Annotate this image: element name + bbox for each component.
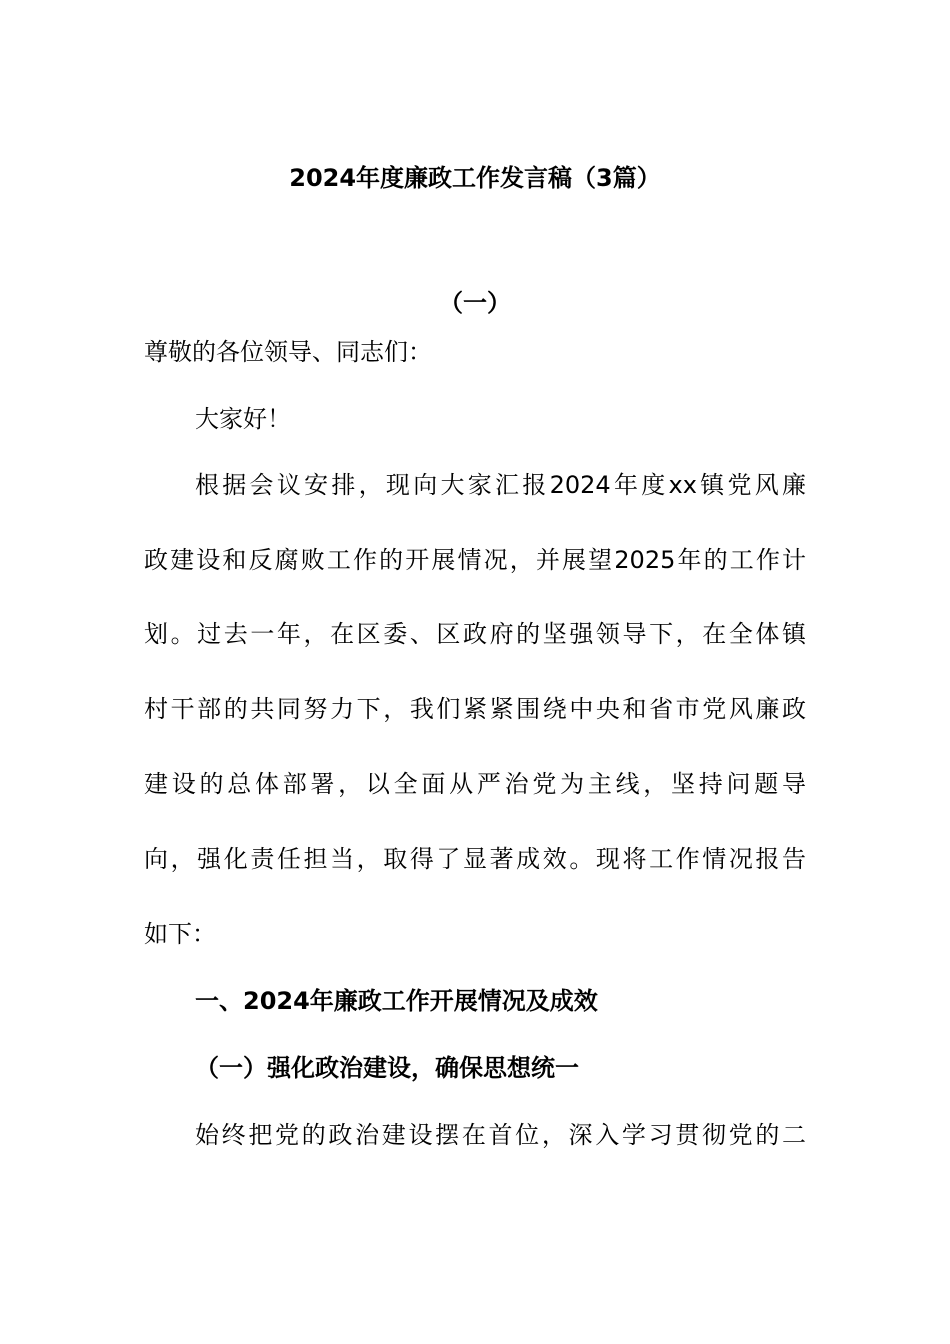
paragraph-line: 政建设和反腐败工作的开展情况，并展望2025年的工作计	[144, 546, 806, 574]
greeting: 大家好！	[195, 405, 291, 433]
subsection-heading: （一）强化政治建设，确保思想统一	[195, 1054, 579, 1082]
document-title: 2024年度廉政工作发言稿（3篇）	[289, 164, 661, 192]
paragraph-line: 建设的总体部署，以全面从严治党为主线，坚持问题导	[144, 770, 806, 798]
paragraph-line: 始终把党的政治建设摆在首位，深入学习贯彻党的二	[195, 1121, 806, 1149]
paragraph-line: 根据会议安排，现向大家汇报2024年度xx镇党风廉	[195, 471, 806, 499]
salutation: 尊敬的各位领导、同志们：	[144, 338, 432, 366]
paragraph-line: 村干部的共同努力下，我们紧紧围绕中央和省市党风廉政	[144, 695, 806, 723]
section-number: （一）	[439, 289, 511, 317]
paragraph-line: 向，强化责任担当，取得了显著成效。现将工作情况报告	[144, 845, 806, 873]
paragraph-line: 划。过去一年，在区委、区政府的坚强领导下，在全体镇	[144, 620, 806, 648]
section-heading: 一、2024年廉政工作开展情况及成效	[195, 987, 598, 1015]
paragraph-line: 如下：	[144, 920, 216, 948]
